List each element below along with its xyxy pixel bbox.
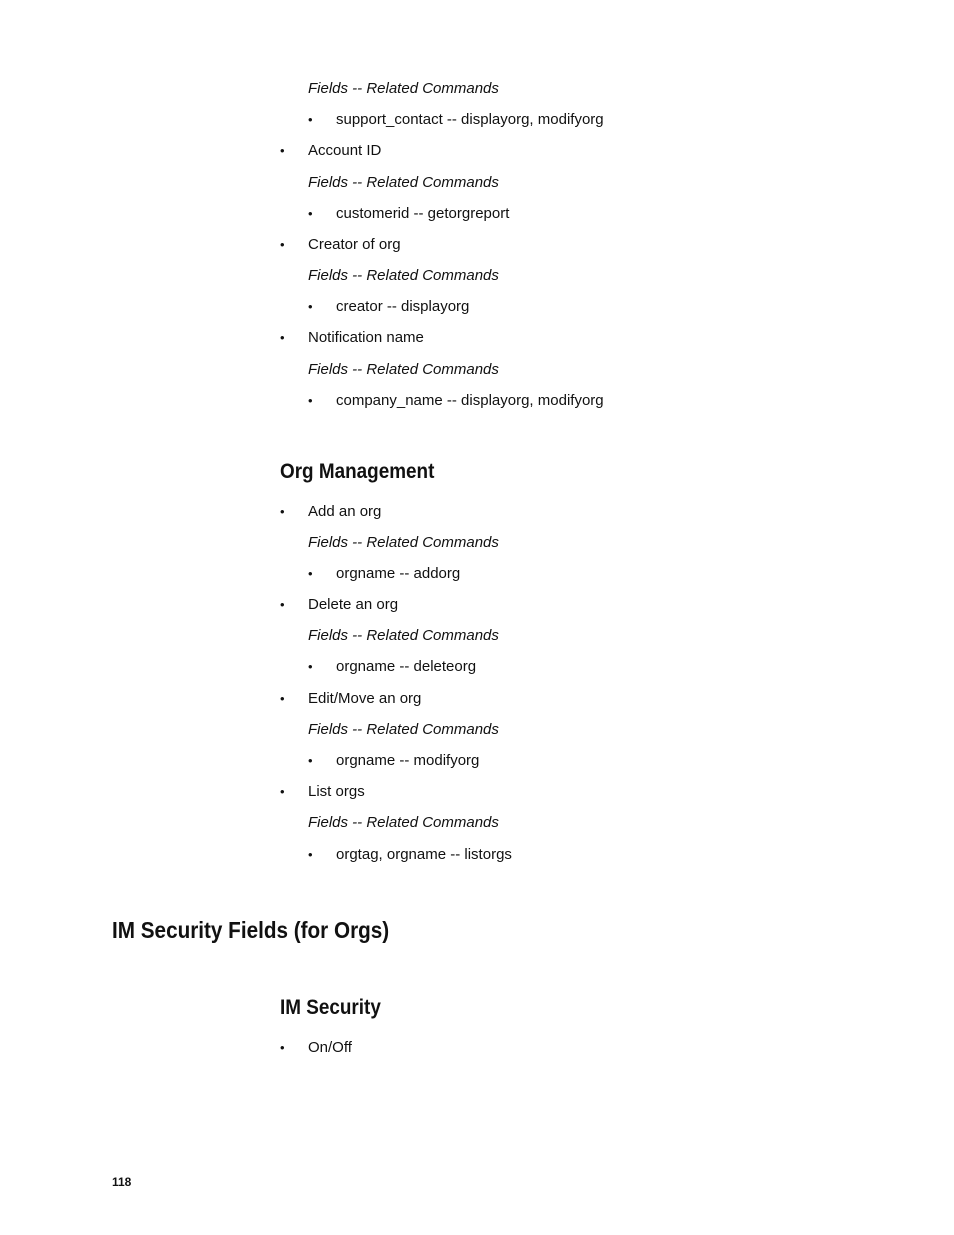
bullet: • [280, 504, 285, 519]
list-item-label: On/Off [308, 1039, 352, 1056]
field-entry: orgtag, orgname -- listorgs [336, 846, 512, 863]
bullet: • [280, 237, 285, 252]
field-entry: support_contact -- displayorg, modifyorg [336, 111, 604, 128]
related-commands-label: Fields -- Related Commands [308, 814, 499, 831]
list-item-label: List orgs [308, 783, 365, 800]
bullet: • [280, 330, 285, 345]
related-commands-label: Fields -- Related Commands [308, 267, 499, 284]
related-commands-label: Fields -- Related Commands [308, 80, 499, 97]
related-commands-label: Fields -- Related Commands [308, 174, 499, 191]
list-item-label: Edit/Move an org [308, 690, 422, 707]
bullet: • [308, 393, 313, 408]
bullet: • [280, 143, 285, 158]
bullet: • [308, 753, 313, 768]
bullet: • [308, 112, 313, 127]
section-heading-org-management: Org Management [280, 460, 435, 483]
chapter-heading-im-security-fields: IM Security Fields (for Orgs) [112, 917, 390, 943]
page-number: 118 [112, 1175, 132, 1189]
field-entry: customerid -- getorgreport [336, 205, 510, 222]
bullet: • [280, 784, 285, 799]
bullet: • [280, 691, 285, 706]
list-item-label: Notification name [308, 329, 424, 346]
related-commands-label: Fields -- Related Commands [308, 721, 499, 738]
related-commands-label: Fields -- Related Commands [308, 627, 499, 644]
field-entry: company_name -- displayorg, modifyorg [336, 392, 604, 409]
list-item-label: Add an org [308, 503, 382, 520]
related-commands-label: Fields -- Related Commands [308, 361, 499, 378]
field-entry: orgname -- deleteorg [336, 658, 477, 675]
bullet: • [308, 566, 313, 581]
bullet: • [280, 597, 285, 612]
bullet: • [308, 206, 313, 221]
field-entry: orgname -- modifyorg [336, 752, 480, 769]
section-heading-im-security: IM Security [280, 996, 381, 1019]
list-item-label: Creator of org [308, 236, 401, 253]
bullet: • [308, 299, 313, 314]
bullet: • [280, 1040, 285, 1055]
list-item-label: Account ID [308, 142, 382, 159]
field-entry: creator -- displayorg [336, 298, 470, 315]
related-commands-label: Fields -- Related Commands [308, 534, 499, 551]
bullet: • [308, 659, 313, 674]
field-entry: orgname -- addorg [336, 565, 461, 582]
bullet: • [308, 847, 313, 862]
list-item-label: Delete an org [308, 596, 399, 613]
